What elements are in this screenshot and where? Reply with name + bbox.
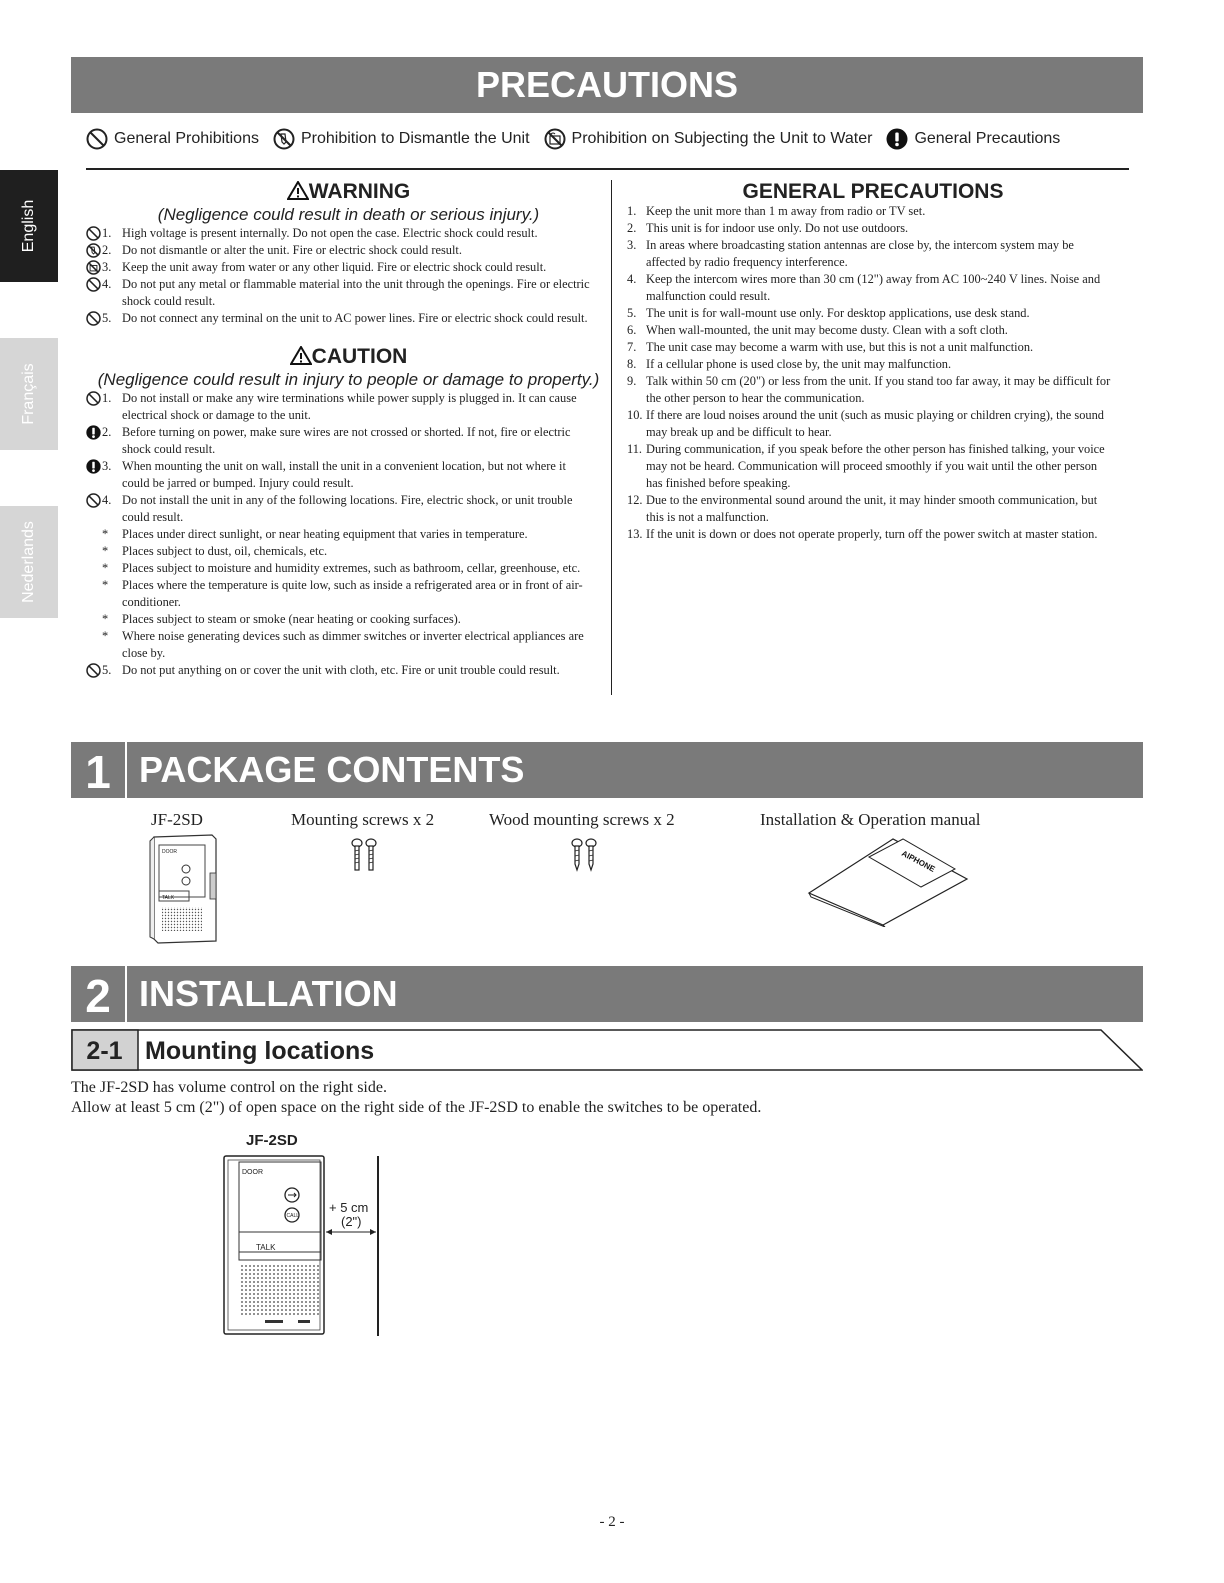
item-number: 2. (102, 425, 112, 439)
exclamation-icon (86, 425, 102, 440)
item-number: 2. (102, 243, 112, 257)
item-number: 5. (627, 306, 637, 320)
pkg-item-wood-screws: Wood mounting screws x 2 (489, 810, 675, 829)
package-section-number: 1 (71, 742, 127, 798)
item-number: 3. (102, 459, 112, 473)
manual-illustration (805, 835, 970, 927)
exclamation-icon (886, 128, 908, 150)
caution-heading: CAUTION (86, 345, 611, 369)
item-text: Keep the unit away from water or any other liquid. Fire or electric shock could result. (122, 260, 547, 274)
subsection-number: 2-1 (86, 1037, 123, 1065)
list-item (613, 441, 1113, 492)
item-text: During communication, if you speak before the other person has finished talking, your voice may not be heard. Communication will proceed smoothly if you wait until the other person has finished before speaking. (646, 442, 1105, 490)
item-text: Do not install or make any wire terminations while power supply is plugged in. It can cause electrical shock or damage to the unit. (122, 391, 577, 422)
list-subitem (86, 577, 586, 611)
list-item (613, 407, 1113, 441)
svg-text:CALL: CALL (286, 1213, 300, 1219)
prohibition-icon (86, 226, 102, 241)
installation-title: INSTALLATION (139, 973, 398, 1014)
precautions-legend: General Prohibitions Prohibition to Dismantle the Unit Prohibition on Subjecting the Unit to Water General Precautions (86, 128, 1136, 150)
item-text: Do not dismantle or alter the unit. Fire or electric shock could result. (122, 243, 462, 257)
list-item (613, 356, 1113, 373)
no-water-icon (544, 128, 566, 150)
svg-text:TALK: TALK (162, 895, 175, 901)
pkg-item-screws: Mounting screws x 2 (291, 810, 435, 829)
item-number: 4. (102, 277, 112, 291)
list-subitem (86, 543, 586, 560)
list-subitem (86, 560, 586, 577)
item-text: Places subject to steam or smoke (near heating or cooking surfaces). (122, 612, 461, 626)
installation-section-number: 2 (71, 966, 127, 1022)
list-item (86, 276, 601, 310)
mounting-diagram (220, 1152, 390, 1338)
package-banner (71, 742, 1143, 798)
item-number: 1. (627, 204, 637, 218)
pkg-item-manual: Installation & Operation manual (760, 810, 981, 829)
general-heading: GENERAL PRECAUTIONS (742, 180, 1004, 203)
item-number: 9. (627, 374, 637, 388)
item-text: Places under direct sunlight, or near heating equipment that varies in temperature. (122, 527, 528, 541)
item-number: 11. (627, 442, 643, 456)
list-item (86, 424, 586, 458)
item-text: The unit is for wall-mount use only. For desktop applications, use desk stand. (646, 306, 1030, 320)
list-item (86, 662, 586, 679)
warning-triangle-icon (287, 181, 309, 200)
no-dismantle-icon (273, 128, 295, 150)
list-item (86, 310, 601, 327)
package-title: PACKAGE CONTENTS (139, 749, 525, 790)
prohibition-icon (86, 311, 102, 326)
prohibition-icon (86, 391, 102, 406)
list-item (613, 305, 1113, 322)
asterisk-bullet: * (102, 544, 109, 558)
install-line-2: Allow at least 5 cm (2") of open space on the right side of the JF-2SD to enable the switches to be operated. (71, 1099, 762, 1116)
asterisk-bullet: * (102, 527, 109, 541)
item-text: This unit is for indoor use only. Do not use outdoors. (646, 221, 909, 235)
prohibition-icon (86, 493, 102, 508)
caution-triangle-icon (290, 346, 312, 365)
item-text: When mounting the unit on wall, install the unit in a convenient location, but not where it could be jarred or bumped. Injury could result. (122, 459, 566, 490)
svg-text:AIPHONE: AIPHONE (900, 848, 937, 874)
wood-screws-illustration (568, 838, 602, 874)
asterisk-bullet: * (102, 561, 109, 575)
item-text: Do not put anything on or cover the unit with cloth, etc. Fire or unit trouble could result. (122, 663, 560, 677)
item-number: 6. (627, 323, 637, 337)
prohibition-icon (86, 128, 108, 150)
item-number: 12. (627, 493, 643, 507)
tab-english[interactable]: English (0, 170, 58, 282)
item-text: Places subject to dust, oil, chemicals, etc. (122, 544, 328, 558)
list-item (86, 242, 601, 259)
list-subitem (86, 628, 586, 662)
list-subitem (86, 526, 586, 543)
asterisk-bullet: * (102, 612, 109, 626)
item-number: 1. (102, 391, 112, 405)
item-text: Places subject to moisture and humidity extremes, such as bathroom, cellar, greenhouse, etc. (122, 561, 581, 575)
tab-nederlands[interactable]: Nederlands (0, 506, 58, 618)
item-number: 2. (627, 221, 637, 235)
precautions-title: PRECAUTIONS (71, 57, 1143, 113)
warning-heading: WARNING (86, 180, 611, 204)
item-number: 13. (627, 527, 643, 541)
column-divider (611, 180, 612, 695)
item-number: 4. (627, 272, 637, 286)
item-number: 3. (627, 238, 637, 252)
item-text: If there are loud noises around the unit (such as music playing or children crying), the sound may break up and be difficult to hear. (646, 408, 1104, 439)
list-item (613, 322, 1113, 339)
item-number: 4. (102, 493, 112, 507)
item-number: 1. (102, 226, 112, 240)
item-text: Talk within 50 cm (20") or less from the unit. If you stand too far away, it may be difficult for the other person to hear the communication. (646, 374, 1111, 405)
item-text: Do not put any metal or flammable material into the unit through the openings. Fire or electric shock could result. (122, 277, 590, 308)
pkg-item-unit: JF-2SD (151, 810, 203, 829)
no-water-icon (86, 260, 102, 275)
subsection-title: Mounting locations (145, 1037, 375, 1065)
item-text: Do not connect any terminal on the unit to AC power lines. Fire or electric shock could result. (122, 311, 588, 325)
clearance-cm: + 5 cm (329, 1200, 369, 1215)
asterisk-bullet: * (102, 629, 109, 643)
jf2sd-unit-illustration (140, 833, 220, 945)
list-item (86, 259, 601, 276)
list-subitem (86, 611, 586, 628)
item-text: If the unit is down or does not operate properly, turn off the power switch at master station. (646, 527, 1098, 541)
svg-text:TALK: TALK (256, 1243, 276, 1252)
screws-illustration (348, 838, 382, 874)
item-text: When wall-mounted, the unit may become dusty. Clean with a soft cloth. (646, 323, 1008, 337)
item-number: 5. (102, 663, 112, 677)
prohibition-icon (86, 663, 102, 678)
item-number: 8. (627, 357, 637, 371)
item-number: 5. (102, 311, 112, 325)
no-dismantle-icon (86, 243, 102, 258)
prohibition-icon (86, 277, 102, 292)
svg-text:DOOR: DOOR (162, 849, 177, 855)
item-text: The unit case may become a warm with use, but this is not a unit malfunction. (646, 340, 1034, 354)
item-text: Before turning on power, make sure wires are not crossed or shorted. If not, fire or electric shock could result. (122, 425, 571, 456)
item-text: In areas where broadcasting station antennas are close by, the intercom system may be affected by radio frequency interference. (646, 238, 1074, 269)
list-item (86, 458, 586, 492)
list-item (613, 492, 1113, 526)
item-text: High voltage is present internally. Do not open the case. Electric shock could result. (122, 226, 538, 240)
list-item (613, 271, 1113, 305)
install-line-1: The JF-2SD has volume control on the right side. (71, 1079, 387, 1096)
item-number: 3. (102, 260, 112, 274)
svg-text:DOOR: DOOR (242, 1169, 263, 1176)
figure-label: JF-2SD (246, 1132, 298, 1149)
asterisk-bullet: * (102, 578, 109, 592)
list-item (613, 526, 1113, 543)
list-item (613, 220, 1113, 237)
tab-francais[interactable]: Français (0, 338, 58, 450)
list-item (613, 237, 1113, 271)
list-item (613, 339, 1113, 356)
page-number: - 2 - (599, 1514, 625, 1530)
item-text: Due to the environmental sound around the unit, it may hinder smooth communication, but this is not a malfunction. (646, 493, 1098, 524)
item-text: If a cellular phone is used close by, the unit may malfunction. (646, 357, 952, 371)
item-text: Keep the intercom wires more than 30 cm (12") away from AC 100~240 V lines. Noise and malfunction could result. (646, 272, 1101, 303)
list-item (86, 390, 586, 424)
warning-subtitle: (Negligence could result in death or serious injury.) (157, 205, 540, 224)
item-number: 10. (627, 408, 643, 422)
list-item (613, 373, 1113, 407)
installation-banner (71, 966, 1143, 1022)
item-text: Where noise generating devices such as dimmer switches or inverter electrical appliances are close by. (122, 629, 584, 660)
list-item (86, 492, 586, 526)
warning-list (86, 225, 601, 327)
legend-divider (86, 168, 1129, 170)
clearance-in: (2") (341, 1214, 362, 1229)
caution-subtitle: (Negligence could result in injury to people or damage to property.) (97, 370, 600, 389)
item-text: Places where the temperature is quite low, such as inside a refrigerated area or in front of air-conditioner. (122, 578, 583, 609)
item-text: Do not install the unit in any of the following locations. Fire, electric shock, or unit trouble could result. (122, 493, 573, 524)
caution-list (86, 390, 586, 679)
item-text: Keep the unit more than 1 m away from radio or TV set. (646, 204, 926, 218)
list-item (613, 203, 1113, 220)
item-number: 7. (627, 340, 637, 354)
exclamation-icon (86, 459, 102, 474)
general-list (613, 203, 1113, 543)
list-item (86, 225, 601, 242)
